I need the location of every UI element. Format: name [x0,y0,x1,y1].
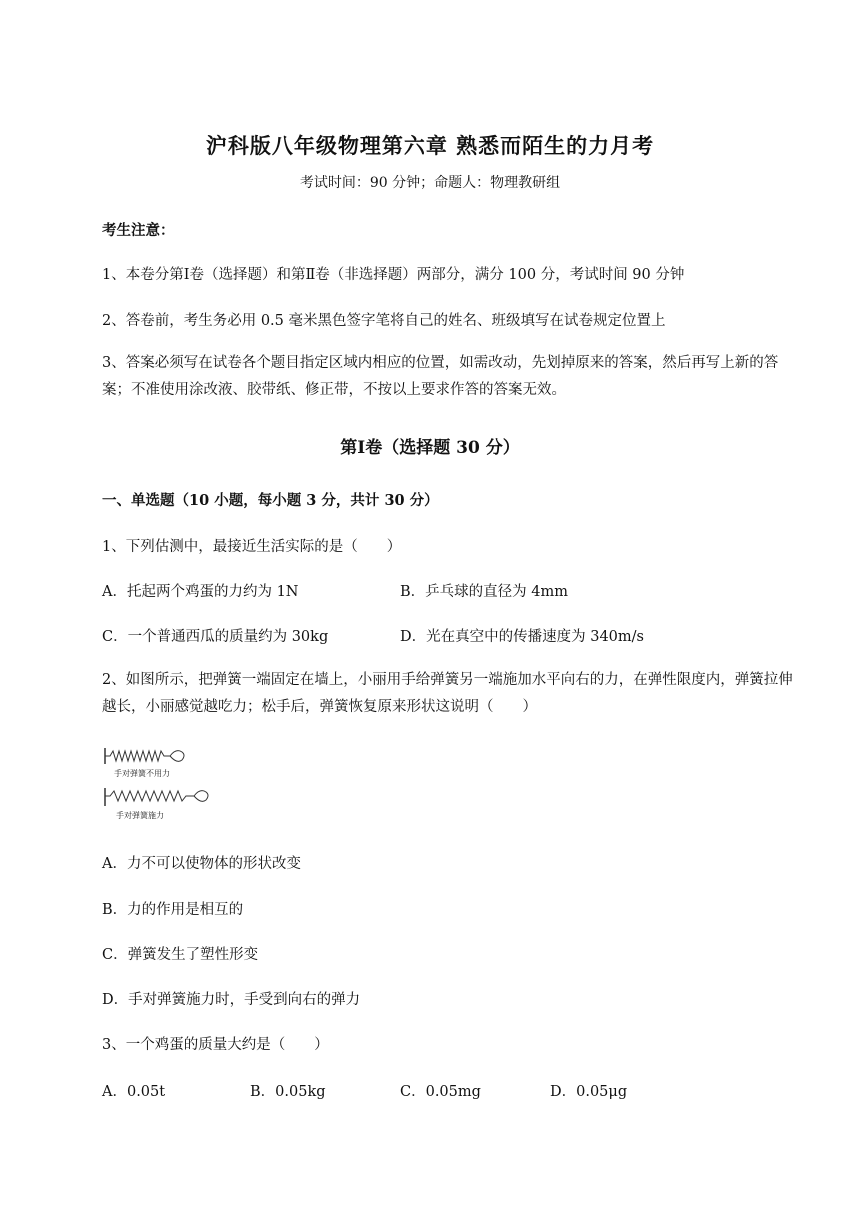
question-stem: 2、如图所示，把弹簧一端固定在墙上，小丽用手给弹簧另一端施加水平向右的力，在弹性限度内，弹簧拉伸越长，小丽感觉越吃力；松手后，弹簧恢复原来形状这说明（ ） [102,672,793,715]
question-stem: 1、下列估测中，最接近生活实际的是（ ） [102,539,402,555]
notice-item: 2、答卷前，考生务必用 0.5 毫米黑色签字笔将自己的姓名、班级填写在试卷规定位置上 [102,313,666,329]
part-heading: 一、单选题（10 小题，每小题 3 分，共计 30 分） [102,492,439,509]
section-title: 第Ⅰ卷（选择题 30 分） [340,438,520,458]
page-title: 沪科版八年级物理第六章 熟悉而陌生的力月考 [205,133,655,158]
notice-item: 1、本卷分第Ⅰ卷（选择题）和第Ⅱ卷（非选择题）两部分，满分 100 分，考试时间 90 分钟 [102,267,685,283]
spring-figure [102,744,222,824]
option-d: D．手对弹簧施力时，手受到向右的弹力 [102,992,361,1008]
option-a: A．力不可以使物体的形状改变 [102,856,301,872]
option-b: B．力的作用是相互的 [102,902,244,918]
option-b: B．乒乓球的直径为 4mm [400,584,568,600]
option-a: A．0.05t [102,1084,166,1100]
option-c: C．0.05mg [400,1084,481,1100]
exam-info: 考试时间：90 分钟；命题人：物理教研组 [299,175,561,191]
notice-item: 3、答案必须写在试卷各个题目指定区域内相应的位置，如需改动，先划掉原来的答案，然后再写上新的答案；不准使用涂改液、胶带纸、修正带，不按以上要求作答的答案无效。 [102,355,779,398]
hand-icon [194,791,208,802]
notice-heading: 考生注意： [102,222,175,239]
option-c: C．弹簧发生了塑性形变 [102,947,259,963]
option-d: D．0.05μg [550,1084,628,1100]
question-stem: 3、一个鸡蛋的质量大约是（ ） [102,1037,329,1053]
figure-label-2: 手对弹簧施力 [116,811,164,820]
spring-relaxed [105,751,170,761]
option-c: C．一个普通西瓜的质量约为 30kg [102,629,329,645]
option-d: D．光在真空中的传播速度为 340m/s [400,629,644,645]
figure-label-1: 手对弹簧不用力 [114,769,170,778]
hand-icon [170,751,184,762]
spring-stretched [105,791,194,801]
spring-illustration [102,744,222,824]
option-a: A．托起两个鸡蛋的力约为 1N [102,584,299,600]
option-b: B．0.05kg [250,1084,326,1100]
